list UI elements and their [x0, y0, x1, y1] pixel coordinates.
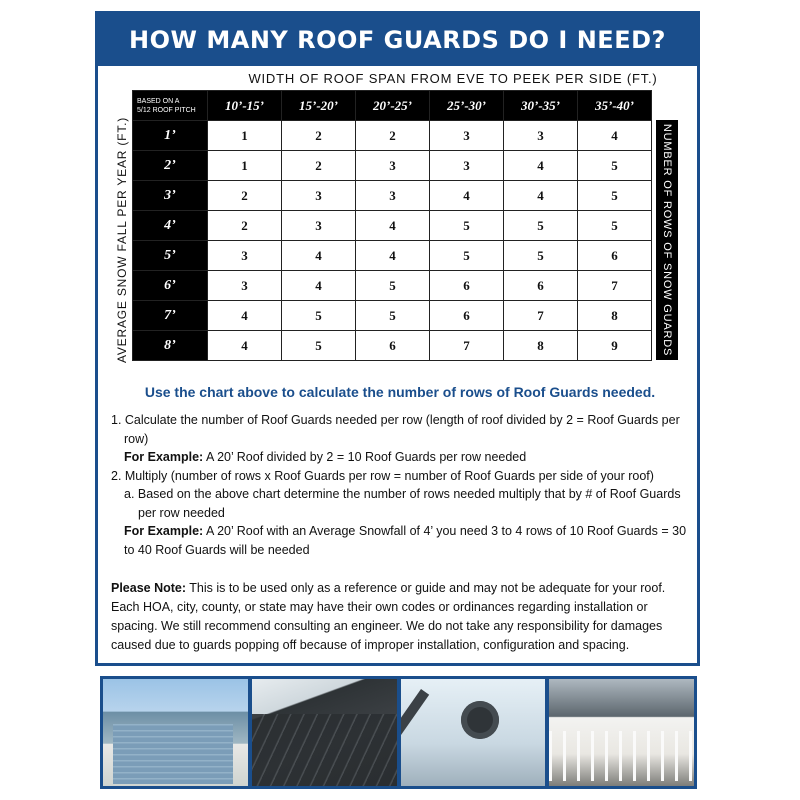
table-cell: 2 [208, 181, 282, 211]
column-header: 35’-40’ [578, 91, 652, 121]
table-row [133, 181, 652, 211]
pitch-note-line1: BASED ON A [137, 97, 180, 105]
table-cell: 4 [208, 331, 282, 361]
pitch-note-line2: 5/12 ROOF PITCH [137, 106, 196, 114]
pitch-note [133, 91, 208, 121]
table-cell: 8 [578, 301, 652, 331]
table-cell: 4 [282, 241, 356, 271]
row-axis-title: AVERAGE SNOW FALL PER YEAR (FT.) [115, 116, 129, 364]
table-cell: 5 [578, 211, 652, 241]
table-cell: 3 [356, 151, 430, 181]
table-cell: 3 [356, 181, 430, 211]
row-header: 5’ [133, 241, 208, 271]
table-row [133, 211, 652, 241]
disclaimer-note [111, 579, 691, 655]
table-cell: 4 [504, 181, 578, 211]
house-photo-blue-siding [103, 679, 248, 786]
table-row [133, 301, 652, 331]
step-1: 1. Calculate the number of Roof Guards needed per row (length of roof divided by 2 = Roof Guards per row) [111, 413, 680, 446]
table-cell: 4 [504, 151, 578, 181]
step-2: 2. Multiply (number of rows x Roof Guards per row = number of Roof Guards per side of your roof) [111, 468, 654, 483]
table-cell: 6 [504, 271, 578, 301]
table-cell: 2 [208, 211, 282, 241]
column-header: 30’-35’ [504, 91, 578, 121]
table-row [133, 121, 652, 151]
table-row [133, 151, 652, 181]
instruction-heading: Use the chart above to calculate the number of rows of Roof Guards needed. [144, 384, 656, 400]
row-header: 8’ [133, 331, 208, 361]
table-cell: 5 [430, 241, 504, 271]
table-cell: 4 [356, 241, 430, 271]
table-row [133, 271, 652, 301]
example-1 [111, 448, 691, 467]
column-header: 15’-20’ [282, 91, 356, 121]
calculation-steps [111, 411, 691, 559]
table-cell: 7 [578, 271, 652, 301]
column-header: 10’-15’ [208, 91, 282, 121]
table-row [133, 331, 652, 361]
table-cell: 1 [208, 121, 282, 151]
table-cell: 6 [356, 331, 430, 361]
example-2 [111, 522, 691, 559]
table-cell: 6 [430, 301, 504, 331]
note-text: This is to be used only as a reference or guide and may not be adequate for your roof. Each HOA, city, county, or state may have their own codes or ordinances regarding installation or spacing. We still recommend consulting an engineer. We do not take any responsibility for damages caused due to guards popping off because of improper installation, configuration and spacing. [111, 581, 666, 652]
table-cell: 2 [356, 121, 430, 151]
table-cell: 5 [578, 181, 652, 211]
example-1-text: A 20’ Roof divided by 2 = 10 Roof Guards per row needed [203, 450, 527, 464]
table-cell: 7 [430, 331, 504, 361]
photo-strip [100, 676, 697, 789]
table-cell: 6 [578, 241, 652, 271]
example-2-label: For Example: [124, 524, 204, 538]
table-cell: 9 [578, 331, 652, 361]
snow-guard-closeup-photo [401, 679, 546, 786]
table-cell: 3 [430, 121, 504, 151]
step-2a: a. Based on the above chart determine the number of rows needed multiply that by # of Roof Guards per row needed [124, 487, 681, 520]
row-header: 7’ [133, 301, 208, 331]
column-header: 20’-25’ [356, 91, 430, 121]
table-cell: 3 [430, 151, 504, 181]
table-cell: 4 [356, 211, 430, 241]
guard-rod [401, 689, 429, 786]
table-cell: 4 [208, 301, 282, 331]
porch-railing [549, 731, 694, 781]
row-header: 6’ [133, 271, 208, 301]
note-label: Please Note: [111, 581, 187, 595]
table-cell: 7 [504, 301, 578, 331]
table-cell: 4 [430, 181, 504, 211]
table-cell: 8 [504, 331, 578, 361]
guard-bracket [461, 701, 499, 739]
page-title: HOW MANY ROOF GUARDS DO I NEED? [98, 14, 697, 66]
table-cell: 4 [282, 271, 356, 301]
table-cell: 5 [578, 151, 652, 181]
row-header: 1’ [133, 121, 208, 151]
value-axis-title: NUMBER OF ROWS OF SNOW GUARDS [661, 123, 673, 357]
siding-detail [113, 724, 233, 784]
table-cell: 5 [504, 241, 578, 271]
column-axis-title: WIDTH OF ROOF SPAN FROM EVE TO PEEK PER SIDE (FT.) [248, 71, 658, 86]
table-row [133, 241, 652, 271]
row-header: 2’ [133, 151, 208, 181]
table-cell: 5 [504, 211, 578, 241]
column-header: 25’-30’ [430, 91, 504, 121]
example-2-text: A 20’ Roof with an Average Snowfall of 4’ you need 3 to 4 rows of 10 Roof Guards = 30 to 40 Roof Guards will be needed [124, 524, 687, 557]
house-porch-photo [549, 679, 694, 786]
table-header-row [133, 91, 652, 121]
roof-panels [252, 714, 397, 786]
example-1-label: For Example: [124, 450, 204, 464]
table-cell: 5 [430, 211, 504, 241]
table-cell: 4 [578, 121, 652, 151]
table-cell: 3 [208, 241, 282, 271]
table-cell: 3 [282, 181, 356, 211]
table-cell: 5 [356, 301, 430, 331]
table-cell: 3 [504, 121, 578, 151]
table-cell: 5 [282, 301, 356, 331]
table-cell: 2 [282, 151, 356, 181]
metal-roof-photo [252, 679, 397, 786]
table-cell: 1 [208, 151, 282, 181]
roof-guard-table [132, 90, 652, 361]
table-cell: 5 [356, 271, 430, 301]
row-header: 4’ [133, 211, 208, 241]
row-header: 3’ [133, 181, 208, 211]
table-cell: 6 [430, 271, 504, 301]
table-cell: 2 [282, 121, 356, 151]
table-cell: 3 [208, 271, 282, 301]
table-cell: 3 [282, 211, 356, 241]
table-cell: 5 [282, 331, 356, 361]
